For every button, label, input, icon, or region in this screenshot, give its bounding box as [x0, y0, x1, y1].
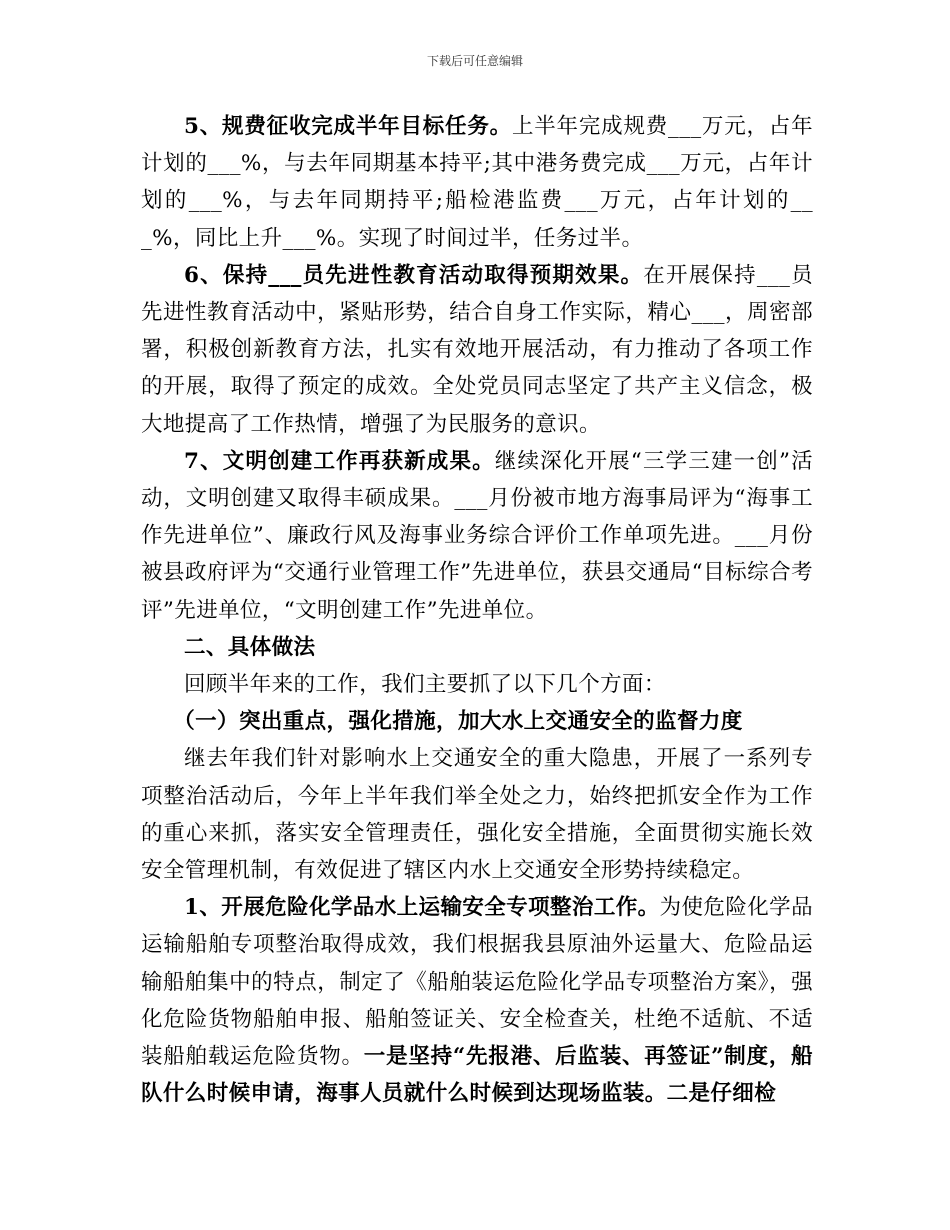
- paragraph-lead: 1、开展危险化学品水上运输安全专项整治工作。: [184, 895, 660, 921]
- paragraph-text: 在开展保持___员先进性教育活动中，紧贴形势，结合自身工作实际，精心___，周密部署，积极创新教育方法，扎实有效地开展活动，有力推动了各项工作的开展，取得了预定的成效。全处党员同志坚定了共产主义信念，极大地提高了工作热情，增强了为民服务的意识。: [141, 262, 813, 437]
- paragraph-civilization: [141, 443, 813, 629]
- paragraph-text: 继续深化开展“三学三建一创”活动，文明创建又取得丰硕成果。___月份被市地方海事局评为“海事工作先进单位”、廉政行风及海事业务综合评价工作单项先进。___月份被县政府评为“交通行业管理工作”先进单位，获县交通局“目标综合考评”先进单位，“文明创建工作”先进单位。: [141, 448, 814, 623]
- paragraph-emphasis: 一是坚持“先报港、后监装、再签证”制度，船队什么时候申请，海事人员就什么时候到达现场监装。二是仔细检: [141, 1044, 813, 1107]
- paragraph-review: 回顾半年来的工作，我们主要抓了以下几个方面：: [184, 672, 666, 698]
- paragraph-hazardous-chemicals: [141, 889, 813, 1112]
- paragraph-lead: 5、规费征收完成半年目标任务。: [184, 114, 512, 139]
- section-heading-methods: 二、具体做法: [184, 634, 316, 660]
- paragraph-lead: 7、文明创建工作再获新成果。: [184, 448, 495, 474]
- paragraph-text: 上半年完成规费___万元，占年计划的___%，与去年同期基本持平;其中港务费完成___万元，占年计划的___%，与去年同期持平;船检港监费___万元，占年计划的___%，同比上升___%。实现了时间过半，任务过半。: [141, 114, 813, 251]
- page-header: 下载后可任意编辑: [426, 54, 523, 68]
- paragraph-education: [141, 257, 813, 443]
- subsection-heading-safety: （一）突出重点，强化措施，加大水上交通安全的监督力度: [173, 709, 743, 735]
- paragraph-text: 为使危险化学品运输船舶专项整治取得成效，我们根据我县原油外运量大、危险品运输船舶集中的特点，制定了《船舶装运危险化学品专项整治方案》，强化危险货物船舶申报、船舶签证关、安全检查关，杜绝不适航、不适装船舶载运危险货物。: [141, 895, 813, 1070]
- document-body: [141, 108, 813, 1112]
- paragraph-safety-intro: 继去年我们针对影响水上交通安全的重大隐患，开展了一系列专项整治活动后，今年上半年我们举全处之力，始终把抓安全作为工作的重心来抓，落实安全管理责任，强化安全措施，全面贯彻实施长效安全管理机制，有效促进了辖区内水上交通安全形势持续稳定。: [141, 746, 813, 884]
- paragraph-lead: 6、保持___员先进性教育活动取得预期效果。: [184, 262, 644, 288]
- paragraph-fee-collection: [141, 108, 813, 257]
